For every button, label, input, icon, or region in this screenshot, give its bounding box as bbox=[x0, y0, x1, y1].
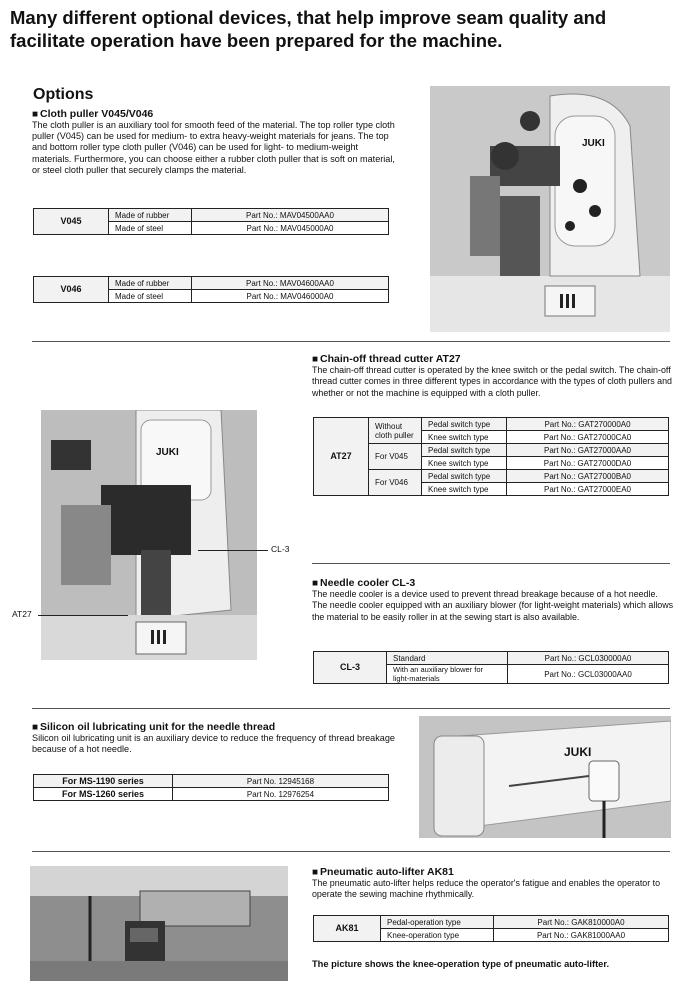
sewing-arm-illustration bbox=[419, 716, 671, 838]
v045-material-steel: Made of steel bbox=[109, 222, 192, 235]
at27-group-without: Without cloth puller bbox=[369, 418, 422, 444]
cl3-callout: CL-3 bbox=[271, 544, 290, 554]
brand-logo: JUKI bbox=[582, 138, 605, 149]
cl3-part: Part No.: GCL03000AA0 bbox=[508, 665, 669, 684]
divider bbox=[32, 851, 670, 852]
v046-part-rubber: Part No.: MAV04600AA0 bbox=[192, 277, 389, 290]
pneumatic-section bbox=[312, 866, 674, 901]
ak81-type: Knee-operation type bbox=[381, 929, 494, 942]
cloth-puller-photo bbox=[430, 86, 670, 332]
v046-material-rubber: Made of rubber bbox=[109, 277, 192, 290]
at27-callout: AT27 bbox=[12, 609, 32, 619]
at27-type: Knee switch type bbox=[422, 483, 507, 496]
at27-type: Knee switch type bbox=[422, 431, 507, 444]
ak81-part: Part No.: GAK810000A0 bbox=[494, 916, 669, 929]
page-headline: Many different optional devices, that help improve seam quality and facilitate operation have been prepared for the machine. bbox=[10, 7, 607, 51]
chain-off-photo bbox=[41, 410, 257, 660]
cl3-type: With an auxiliary blower for light-materials bbox=[387, 665, 508, 684]
at27-leader-line bbox=[38, 615, 128, 616]
v045-model: V045 bbox=[34, 209, 109, 235]
v046-part-table bbox=[33, 276, 389, 303]
at27-part: Part No.: GAT27000EA0 bbox=[507, 483, 669, 496]
silicon-part-table bbox=[33, 774, 389, 801]
at27-group-v045: For V045 bbox=[369, 444, 422, 470]
ak81-model: AK81 bbox=[314, 916, 381, 942]
brand-logo: JUKI bbox=[156, 447, 179, 458]
at27-type: Pedal switch type bbox=[422, 470, 507, 483]
v045-part-table bbox=[33, 208, 389, 235]
v045-part-steel: Part No.: MAV045000A0 bbox=[192, 222, 389, 235]
sewing-head-illustration bbox=[41, 410, 257, 660]
at27-part: Part No.: GAT270000A0 bbox=[507, 418, 669, 431]
bullet-square-icon: ■ bbox=[32, 722, 39, 733]
bullet-square-icon: ■ bbox=[312, 578, 319, 589]
cloth-puller-title: ■ Cloth puller V045/V046 bbox=[32, 108, 154, 120]
silicon-section bbox=[32, 721, 402, 755]
cloth-puller-description: The cloth puller is an auxiliary tool for smooth feed of the material. The top roller type cloth puller (V045) can be used for medium- to extra heavy-weight materials for jeans. The top and bottom roller type cloth puller (V046) can be used for light- to medium-weight materials. Furthermore, you can choose either a rubber cloth puller that is soft on material, or steel cloth puller that securely clamps the material. bbox=[32, 120, 395, 175]
bullet-square-icon: ■ bbox=[312, 867, 319, 878]
ak81-type: Pedal-operation type bbox=[381, 916, 494, 929]
cl3-leader-line bbox=[198, 550, 268, 551]
chain-off-section bbox=[312, 353, 674, 399]
cl3-model: CL-3 bbox=[314, 652, 387, 684]
silicon-series: For MS-1260 series bbox=[34, 788, 173, 801]
at27-part: Part No.: GAT27000CA0 bbox=[507, 431, 669, 444]
at27-part-table bbox=[313, 417, 669, 496]
pneumatic-description: The pneumatic auto-lifter helps reduce the operator's fatigue and enables the operator to operate the sewing machine rhythmically. bbox=[312, 878, 661, 900]
cl3-part: Part No.: GCL030000A0 bbox=[508, 652, 669, 665]
brand-logo: JUKI bbox=[564, 745, 592, 759]
v046-material-steel: Made of steel bbox=[109, 290, 192, 303]
silicon-part: Part No. 12976254 bbox=[173, 788, 389, 801]
divider bbox=[32, 708, 670, 709]
cl3-type: Standard bbox=[387, 652, 508, 665]
v045-part-rubber: Part No.: MAV04500AA0 bbox=[192, 209, 389, 222]
v045-material-rubber: Made of rubber bbox=[109, 209, 192, 222]
at27-part: Part No.: GAT27000DA0 bbox=[507, 457, 669, 470]
bullet-square-icon: ■ bbox=[312, 354, 319, 365]
at27-part: Part No.: GAT27000BA0 bbox=[507, 470, 669, 483]
needle-cooler-title: ■ Needle cooler CL-3 bbox=[312, 577, 416, 589]
silicon-description: Silicon oil lubricating unit is an auxiliary device to reduce the frequency of thread breakage because of a hot needle. bbox=[32, 733, 395, 755]
bullet-square-icon: ■ bbox=[32, 109, 39, 120]
chain-off-description: The chain-off thread cutter is operated by the knee switch or the pedal switch. The chain-off thread cutter comes in three different types in accordance with the types of cloth pullers and whether or not the machine is equipped with a cloth puller. bbox=[312, 365, 672, 398]
auto-lifter-illustration bbox=[30, 866, 288, 981]
silicon-photo bbox=[419, 716, 671, 838]
needle-cooler-description: The needle cooler is a device used to prevent thread breakage because of a hot needle. The needle cooler equipped with an auxiliary blower (for light-weight materials) which allows the material to be easily roller in at the sewing start is also available. bbox=[312, 589, 674, 622]
ak81-part: Part No.: GAK81000AA0 bbox=[494, 929, 669, 942]
v046-part-steel: Part No.: MAV046000A0 bbox=[192, 290, 389, 303]
at27-group-v046: For V046 bbox=[369, 470, 422, 496]
needle-cooler-section bbox=[312, 577, 674, 623]
v046-model: V046 bbox=[34, 277, 109, 303]
silicon-series: For MS-1190 series bbox=[34, 775, 173, 788]
sewing-machine-illustration bbox=[430, 86, 670, 332]
at27-type: Knee switch type bbox=[422, 457, 507, 470]
divider bbox=[32, 341, 670, 342]
options-title: Options bbox=[33, 86, 94, 103]
ak81-part-table bbox=[313, 915, 669, 942]
at27-part: Part No.: GAT27000AA0 bbox=[507, 444, 669, 457]
at27-type: Pedal switch type bbox=[422, 418, 507, 431]
silicon-title: ■ Silicon oil lubricating unit for the needle thread bbox=[32, 721, 276, 733]
divider bbox=[312, 563, 670, 564]
silicon-part: Part No. 12945168 bbox=[173, 775, 389, 788]
cl3-part-table bbox=[313, 651, 669, 684]
pneumatic-photo bbox=[30, 866, 288, 981]
at27-model: AT27 bbox=[314, 418, 369, 496]
cloth-puller-section bbox=[32, 108, 397, 176]
at27-type: Pedal switch type bbox=[422, 444, 507, 457]
pneumatic-note: The picture shows the knee-operation type of pneumatic auto-lifter. bbox=[312, 959, 610, 969]
pneumatic-title: ■ Pneumatic auto-lifter AK81 bbox=[312, 866, 454, 878]
chain-off-title: ■ Chain-off thread cutter AT27 bbox=[312, 353, 461, 365]
